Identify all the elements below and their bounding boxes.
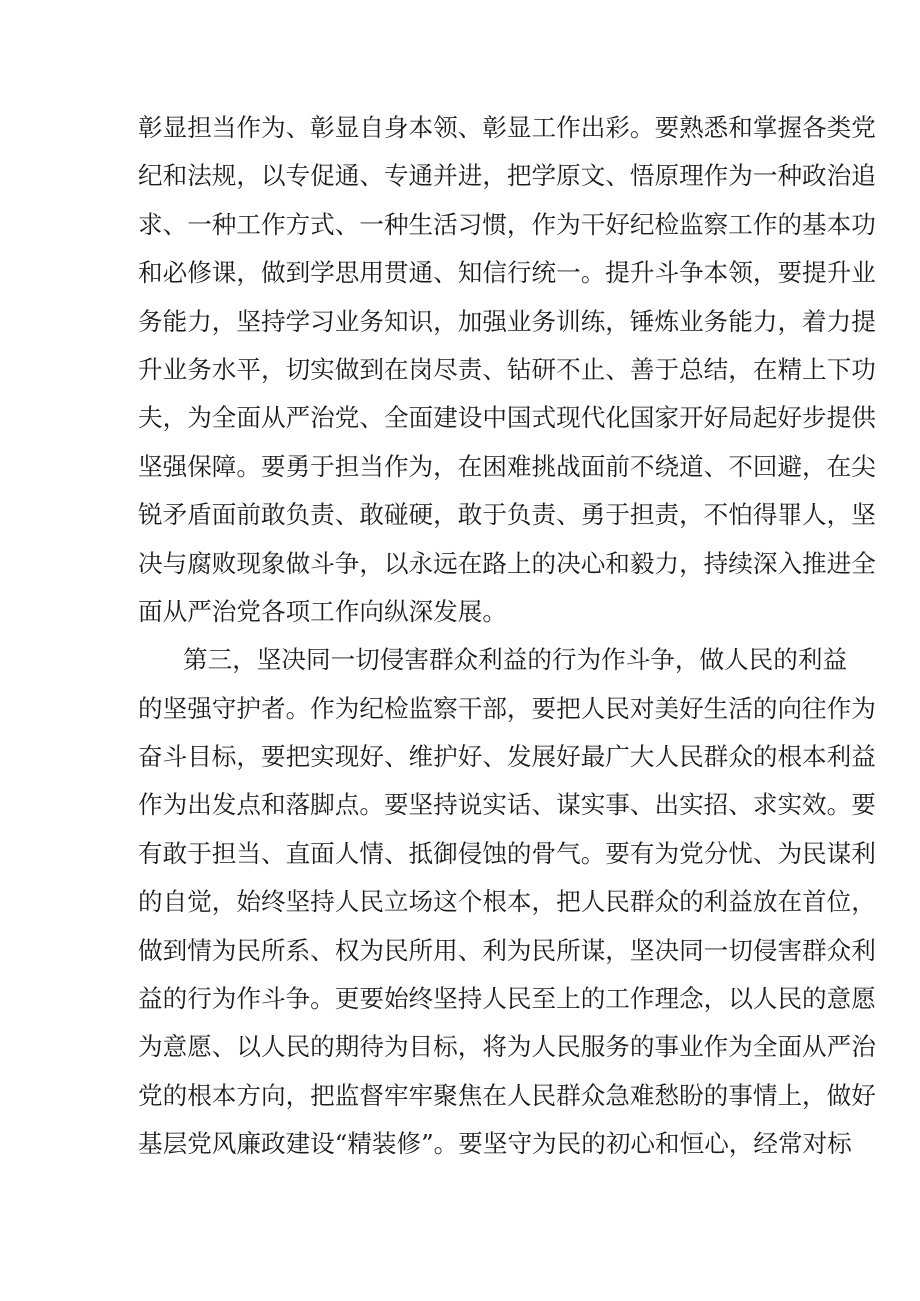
paragraph-line: 奋斗目标，要把实现好、维护好、发展好最广大人民群众的根本利益 (138, 742, 876, 772)
paragraph-line: 作为出发点和落脚点。要坚持说实话、谋实事、出实招、求实效。要 (138, 790, 876, 820)
paragraph-line: 纪和法规，以专促通、专通并进，把学原文、悟原理作为一种政治追 (138, 161, 876, 191)
paragraph-line: 为意愿、以人民的期待为目标，将为人民服务的事业作为全面从严治 (138, 1032, 876, 1062)
paragraph-line: 决与腐败现象做斗争，以永远在路上的决心和毅力，持续深入推进全 (138, 548, 876, 578)
paragraph-line: 坚强保障。要勇于担当作为，在困难挑战面前不绕道、不回避，在尖 (138, 451, 876, 481)
paragraph-line: 彰显担当作为、彰显自身本领、彰显工作出彩。要熟悉和掌握各类党 (138, 113, 876, 142)
paragraph-line: 升业务水平，切实做到在岗尽责、钻研不止、善于总结，在精上下功 (138, 354, 876, 384)
paragraph-1 (138, 104, 876, 636)
paragraph-line: 面从严治党各项工作向纵深发展。 (138, 596, 507, 626)
paragraph-line: 有敢于担当、直面人情、抵御侵蚀的骨气。要有为党分忧、为民谋利 (138, 838, 876, 868)
paragraph-line: 锐矛盾面前敢负责、敢碰硬，敢于负责、勇于担责，不怕得罪人，坚 (138, 500, 876, 530)
paragraph-line: 的自觉，始终坚持人民立场这个根本，把人民群众的利益放在首位， (138, 887, 876, 917)
paragraph-line: 务能力，坚持学习业务知识，加强业务训练，锤炼业务能力，着力提 (138, 306, 876, 336)
paragraph-line: 做到情为民所系、权为民所用、利为民所谋，坚决同一切侵害群众利 (138, 935, 876, 965)
paragraph-line: 求、一种工作方式、一种生活习惯，作为干好纪检监察工作的基本功 (138, 209, 876, 239)
document-body (138, 104, 876, 1169)
paragraph-line: 基层党风廉政建设“精装修”。要坚守为民的初心和恒心，经常对标 (138, 1129, 852, 1159)
paragraph-2 (138, 636, 876, 1168)
paragraph-line: 夫，为全面从严治党、全面建设中国式现代化国家开好局起好步提供 (138, 403, 876, 433)
paragraph-line: 和必修课，做到学思用贯通、知信行统一。提升斗争本领，要提升业 (138, 258, 876, 288)
paragraph-line: 党的根本方向，把监督牢牢聚焦在人民群众急难愁盼的事情上，做好 (138, 1080, 876, 1110)
paragraph-line: 的坚强守护者。作为纪检监察干部，要把人民对美好生活的向往作为 (138, 693, 876, 723)
paragraph-line: 第三，坚决同一切侵害群众利益的行为作斗争，做人民的利益 (183, 645, 848, 675)
paragraph-line: 益的行为作斗争。更要始终坚持人民至上的工作理念，以人民的意愿 (138, 984, 876, 1014)
